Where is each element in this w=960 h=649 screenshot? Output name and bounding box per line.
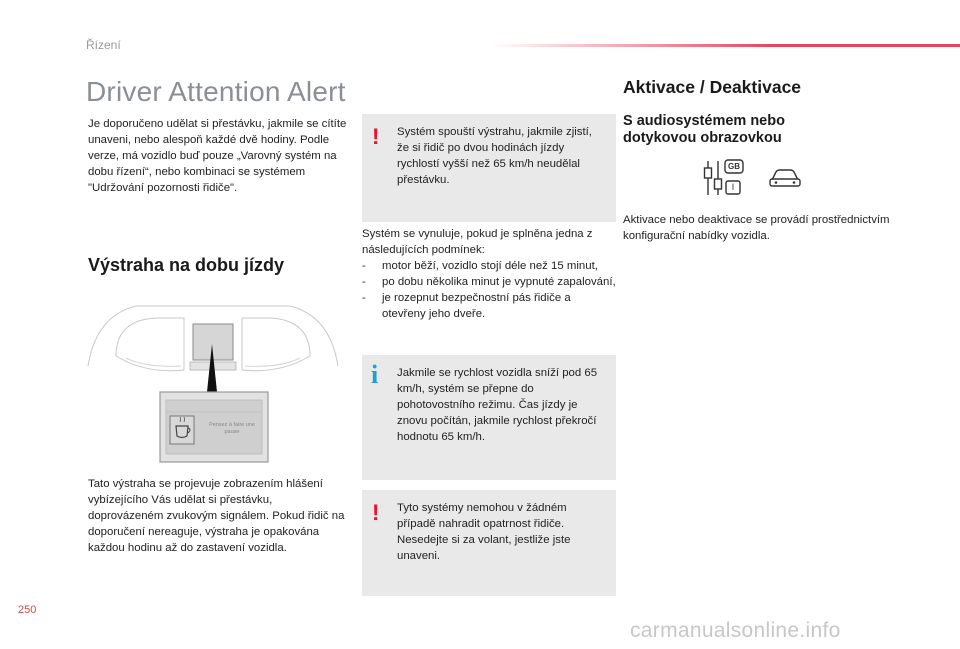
activation-description: Aktivace nebo deaktivace se provádí prostřednictvím konfigurační nabídky vozidla.: [623, 214, 890, 242]
section-heading-activation: Aktivace / Deaktivace: [623, 77, 802, 97]
alert-description: Tato výstraha se projevuje zobrazením hlášení vybízejícího Vás udělat si přestávku, doprovázeném zvukovým signálem. Pokud řidič na doporučení nereaguje, výstraha je opakována každou hodinu až do zastavení vozidla.: [88, 478, 345, 554]
warning-box-two-hours: [362, 114, 616, 222]
warning-box-text: Tyto systémy nemohou v žádném případě nahradit opatrnost řidiče. Nesedejte si za volant, jestliže jste unaveni.: [397, 502, 571, 562]
section-heading-drive-time: Výstraha na dobu jízdy: [88, 255, 285, 275]
info-i-label: I: [731, 182, 735, 192]
reset-intro: Systém se vynuluje, pokud je splněna jedna z následujících podmínek:: [362, 228, 593, 256]
header-divider: [490, 44, 960, 47]
reset-conditions: [362, 226, 616, 322]
subheading-audio-touchscreen: S audiosystémem nebo dotykovou obrazovkou: [623, 113, 785, 146]
page-title: Driver Attention Alert: [86, 76, 346, 107]
warning-exclamation-icon: !: [372, 500, 380, 525]
section-label: Řízení: [86, 38, 121, 52]
display-message: Pensez à faire une pause: [209, 422, 255, 435]
list-item: - po dobu několika minut je vypnuté zapalování,: [362, 274, 616, 290]
language-gb-label: GB: [728, 162, 740, 171]
instrument-cluster-drawing: [86, 296, 340, 464]
info-box-standby: [362, 355, 616, 480]
reset-condition-list: [362, 258, 616, 322]
intro-paragraph: Je doporučeno udělat si přestávku, jakmile se cítíte unaveni, nebo alespoň každé dvě hodiny. Podle verze, má vozidlo buď pouze „Varovný systém na dobu řízení“, nebo kombinaci se systémem "Udržování pozornosti řidiče".: [88, 118, 347, 194]
warning-exclamation-icon: !: [372, 124, 380, 149]
warning-box-fatigue: [362, 490, 616, 596]
car-settings-icon: [768, 166, 802, 190]
info-icon: i: [371, 360, 379, 389]
dashboard-illustration: [86, 296, 340, 464]
settings-sliders-icon: [700, 158, 746, 198]
list-item: - je rozepnut bezpečnostní pás řidiče a otevřeny jeho dveře.: [362, 290, 616, 322]
watermark: carmanualsonline.info: [630, 619, 841, 642]
page-number: 250: [18, 604, 37, 616]
list-item: - motor běží, vozidlo stojí déle než 15 minut,: [362, 258, 616, 274]
info-box-text: Jakmile se rychlost vozidla sníží pod 65 km/h, systém se přepne do pohotovostního režimu. Čas jízdy je znovu počítán, jakmile rychlost překročí hodnotu 65 km/h.: [397, 367, 598, 443]
warning-box-text: Systém spouští výstrahu, jakmile zjistí, že si řidič po dvou hodinách jízdy rychlostí vyšší než 65 km/h neudělal přestávku.: [397, 126, 592, 186]
